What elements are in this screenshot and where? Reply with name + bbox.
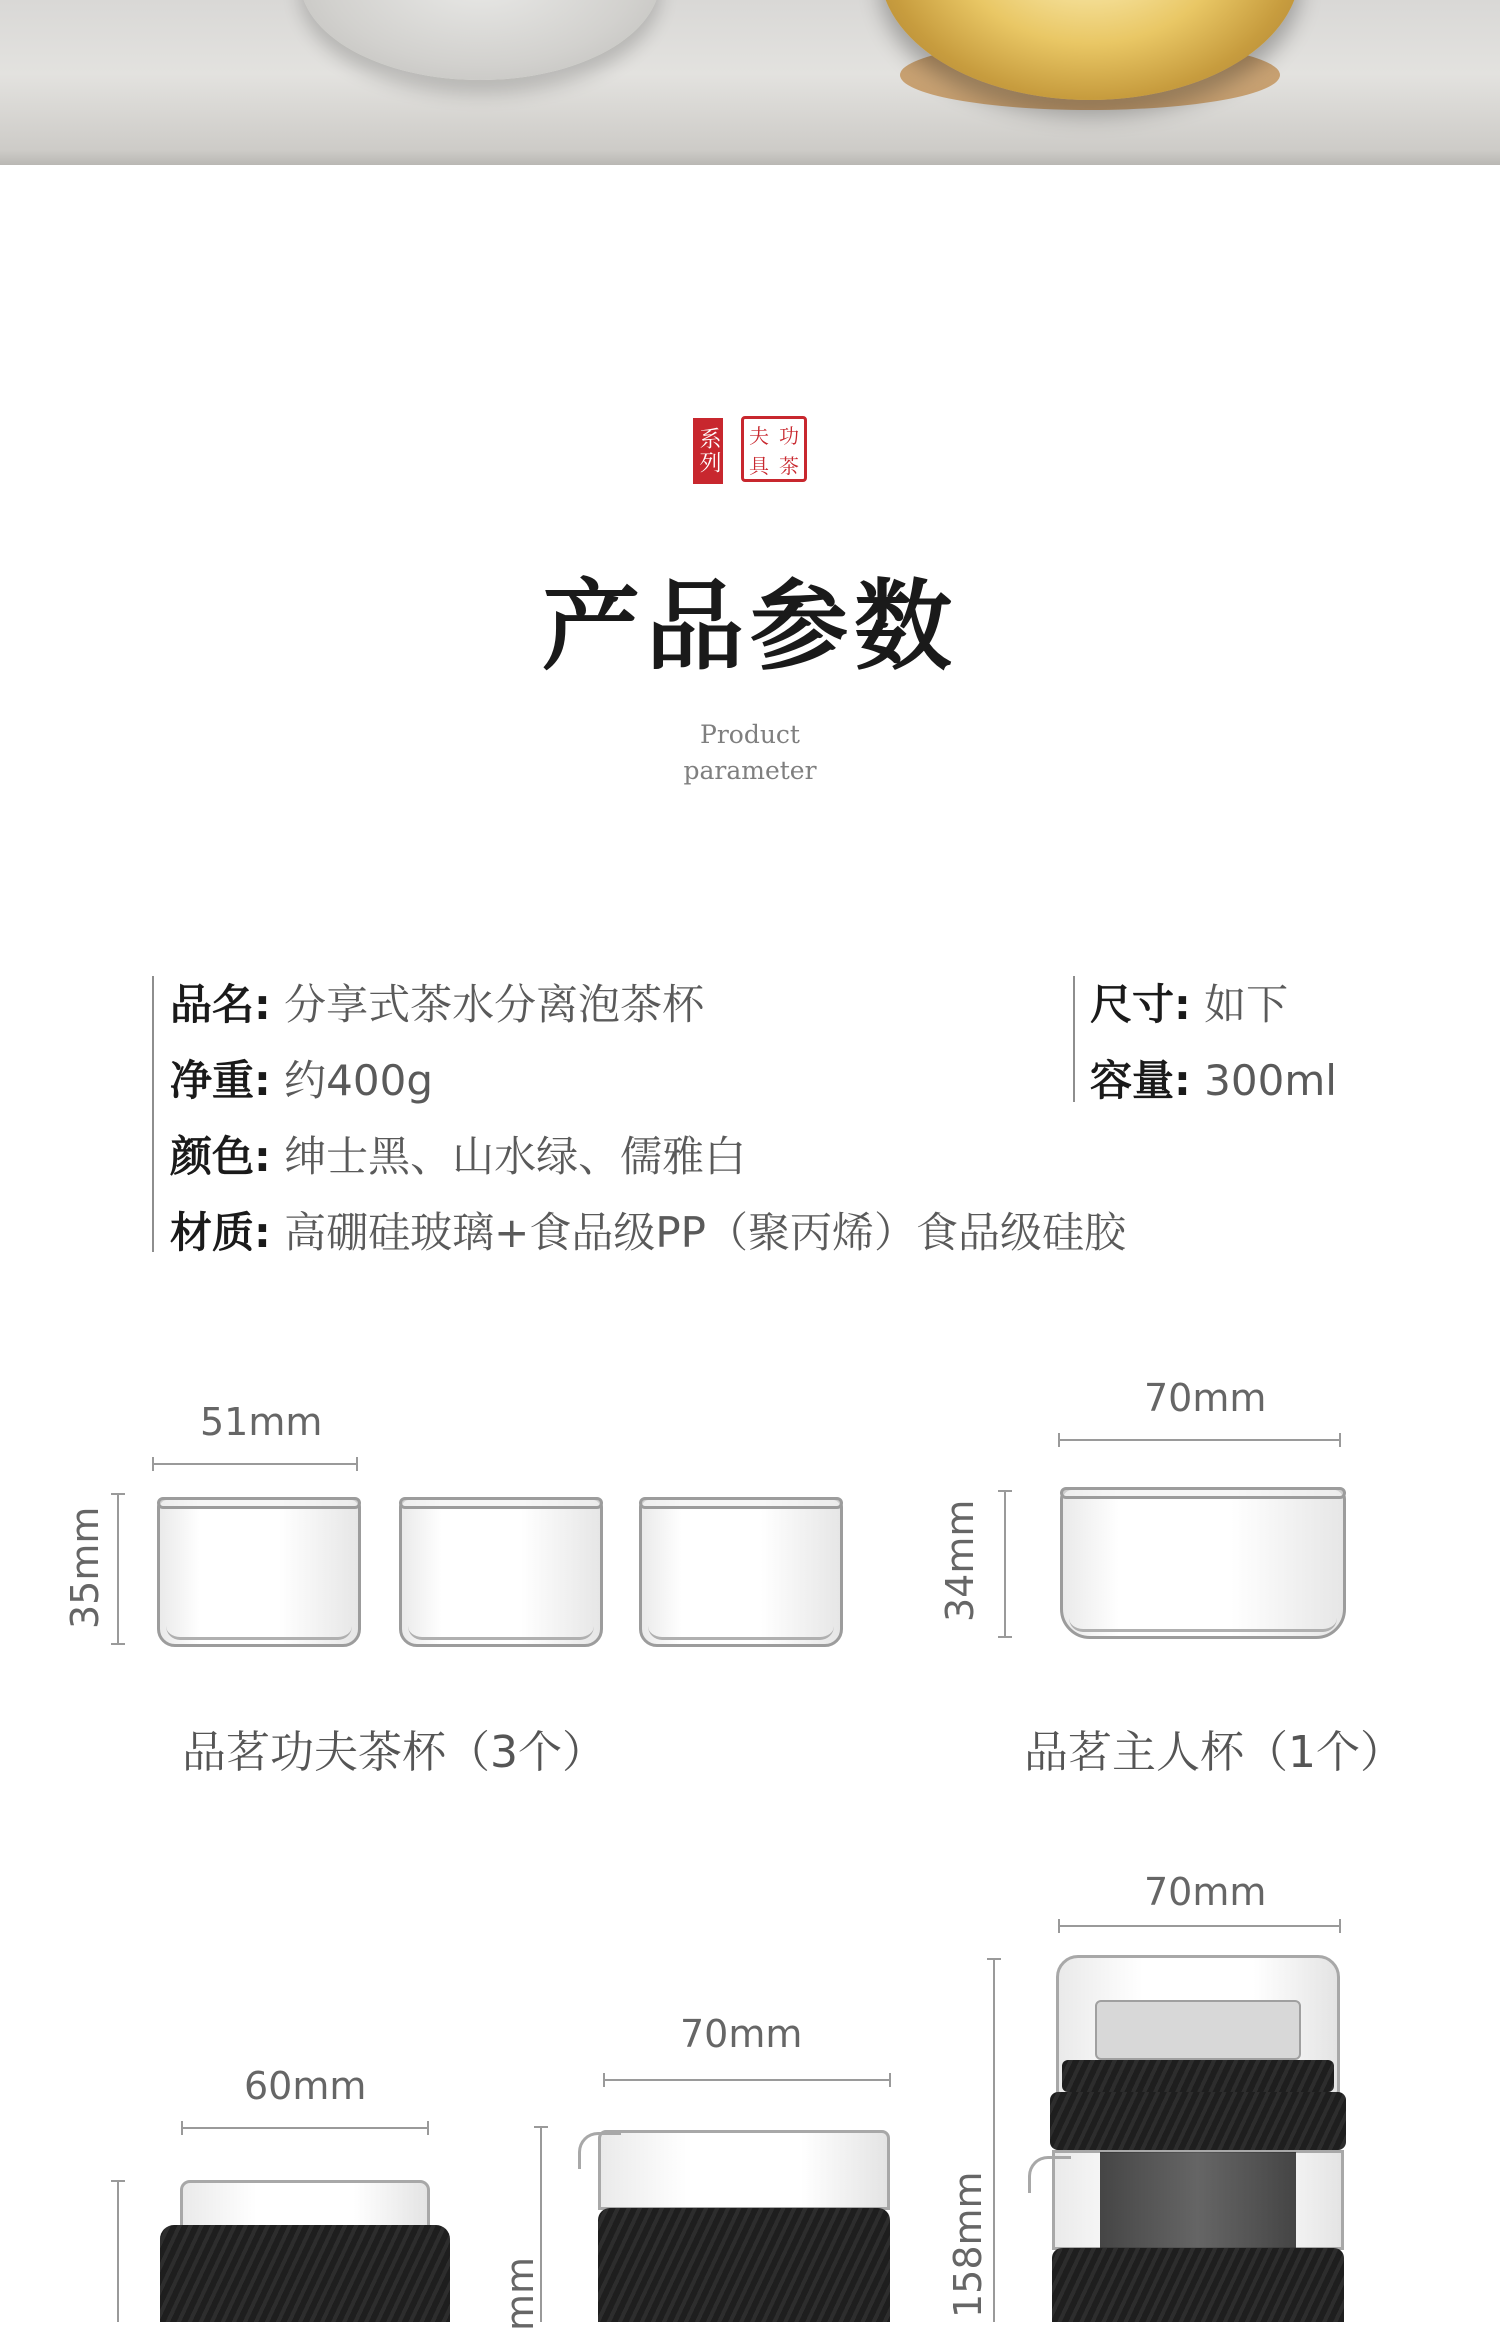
set-spout	[1028, 2156, 1071, 2193]
param-size: 尺寸: 如下	[1090, 980, 1289, 1029]
small-cup-height-line	[117, 1493, 119, 1645]
set-height-line	[993, 1958, 995, 2322]
jar-height-line	[117, 2180, 119, 2322]
subtitle-line-1: Product	[700, 720, 800, 749]
small-cups-caption: 品茗功夫茶杯（3个）	[182, 1727, 606, 1778]
jar-glass-lid	[180, 2180, 430, 2230]
pitcher-height-label: mm	[498, 2256, 542, 2332]
params-divider-left	[152, 976, 154, 1252]
hero-photo	[0, 0, 1500, 165]
param-material: 材质: 高硼硅玻璃+食品级PP（聚丙烯）食品级硅胶	[170, 1208, 1127, 1257]
jar-black-band	[160, 2225, 450, 2322]
jar-width-line	[181, 2127, 429, 2129]
small-cup-width-line	[152, 1463, 358, 1465]
host-cup-height-label: 34mm	[938, 1499, 982, 1622]
set-bottom-band	[1052, 2248, 1344, 2322]
stone-cup-image	[300, 0, 660, 80]
jar-width-label: 60mm	[244, 2064, 367, 2108]
set-lid-band	[1062, 2060, 1334, 2092]
pitcher-spout	[578, 2132, 621, 2169]
set-tea-infuser	[1100, 2152, 1296, 2252]
set-upper-band	[1050, 2092, 1346, 2150]
pitcher-black-band	[598, 2208, 890, 2322]
series-seal: 系列	[693, 418, 723, 484]
param-color: 颜色: 绅士黑、山水绿、儒雅白	[170, 1132, 747, 1181]
subtitle-line-2: parameter	[683, 756, 817, 785]
host-cup-height-line	[1004, 1490, 1006, 1638]
set-width-line	[1058, 1925, 1341, 1927]
host-cup-caption: 品茗主人杯（1个）	[1024, 1727, 1404, 1778]
host-cup	[1060, 1487, 1346, 1639]
small-cup-1	[157, 1497, 361, 1647]
set-width-label: 70mm	[1144, 1870, 1267, 1914]
small-cup-2	[399, 1497, 603, 1647]
small-cup-3	[639, 1497, 843, 1647]
param-name: 品名: 分享式茶水分离泡茶杯	[170, 980, 705, 1029]
page-title: 产品参数	[541, 570, 958, 684]
pitcher-width-line	[603, 2079, 891, 2081]
params-divider-right	[1073, 976, 1075, 1102]
pitcher-glass	[598, 2130, 890, 2210]
host-cup-width-label: 70mm	[1144, 1376, 1267, 1420]
small-cup-width-label: 51mm	[200, 1400, 323, 1444]
param-capacity: 容量: 300ml	[1090, 1056, 1337, 1105]
small-cup-height-label: 35mm	[63, 1506, 107, 1629]
set-height-label: 158mm	[946, 2171, 990, 2318]
host-cup-width-line	[1058, 1439, 1341, 1441]
kungfu-teaware-seal: 夫 功 具 茶	[741, 416, 807, 482]
set-inner-filter	[1095, 2000, 1301, 2060]
pitcher-width-label: 70mm	[680, 2012, 803, 2056]
param-weight: 净重: 约400g	[170, 1056, 433, 1105]
